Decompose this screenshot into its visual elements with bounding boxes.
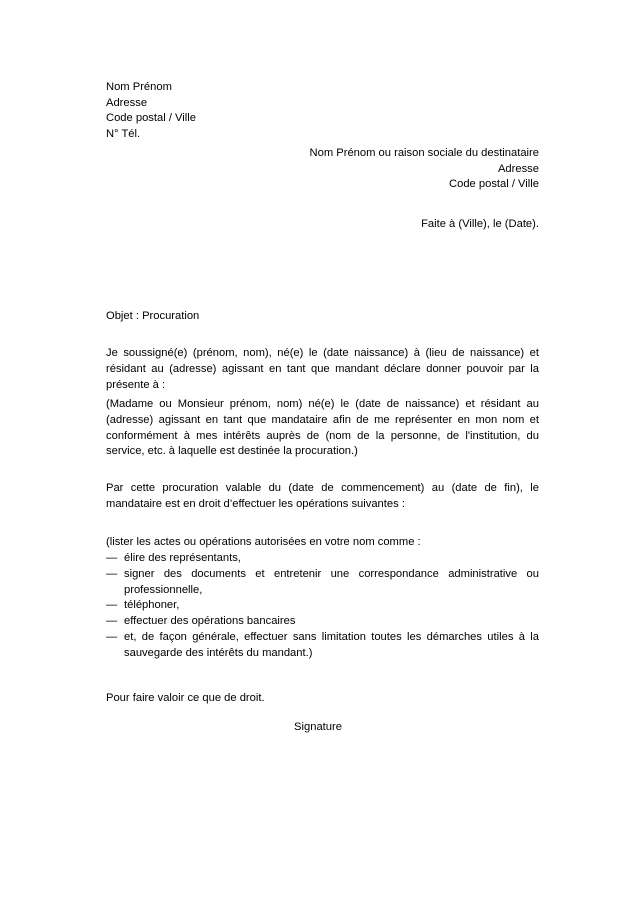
- sender-phone: N° Tél.: [106, 127, 141, 140]
- paragraph-mandant: Je soussigné(e) (prénom, nom), né(e) le (date naissance) à (lieu de naissance) et résidant au (adresse) agissant en tant que mandant déclare donner pouvoir par la présente à :: [106, 347, 539, 391]
- list-item: [106, 630, 539, 662]
- signature-label: Signature: [294, 721, 342, 733]
- dash-marker: —: [106, 630, 118, 643]
- operations-list: [106, 551, 539, 662]
- dash-marker: —: [106, 599, 118, 612]
- list-item-text: effectuer des opérations bancaires: [124, 615, 296, 628]
- recipient-name: Nom Prénom ou raison sociale du destinataire: [309, 147, 539, 159]
- paragraph-operations-intro: (lister les actes ou opérations autorisées en votre nom comme :: [106, 536, 421, 548]
- dash-marker: —: [106, 552, 118, 564]
- subject-line: Objet : Procuration: [106, 310, 200, 322]
- sender-block: [106, 80, 196, 142]
- list-item: [106, 598, 539, 614]
- closing-line: Pour faire valoir ce que de droit.: [106, 692, 265, 704]
- list-item-text: et, de façon générale, effectuer sans limitation toutes les démarches utiles à la sauvegarde des intérêts du mandant.): [124, 630, 539, 659]
- list-item-text: signer des documents et entretenir une correspondance administrative ou professionnelle,: [124, 567, 539, 596]
- recipient-block: [310, 146, 539, 193]
- list-item-text: élire des représentants,: [124, 552, 241, 564]
- dash-marker: —: [106, 567, 118, 580]
- paragraph-mandataire: (Madame ou Monsieur prénom, nom) né(e) le (date de naissance) et résidant au (adresse) agissant en tant que mandataire afin de me représenter en mon nom et conformément à mes intérêts auprès de (nom de la personne, de l'institution, du service, etc. à laquelle est destinée la procuration.): [106, 398, 539, 458]
- list-item: [106, 551, 539, 567]
- recipient-postal-city: Code postal / Ville: [449, 178, 539, 191]
- recipient-address: Adresse: [497, 162, 539, 175]
- dash-marker: —: [106, 615, 118, 628]
- sender-name: Nom Prénom: [106, 81, 172, 93]
- sender-address: Adresse: [106, 96, 148, 109]
- sender-postal-city: Code postal / Ville: [106, 112, 196, 125]
- paragraph-validity: Par cette procuration valable du (date de commencement) au (date de fin), le mandataire est en droit d’effectuer les opérations suivantes :: [106, 482, 539, 510]
- date-line: Faite à (Ville), le (Date).: [421, 218, 539, 230]
- list-item: [106, 567, 539, 599]
- list-item-text: téléphoner,: [124, 599, 180, 612]
- list-item: [106, 614, 539, 630]
